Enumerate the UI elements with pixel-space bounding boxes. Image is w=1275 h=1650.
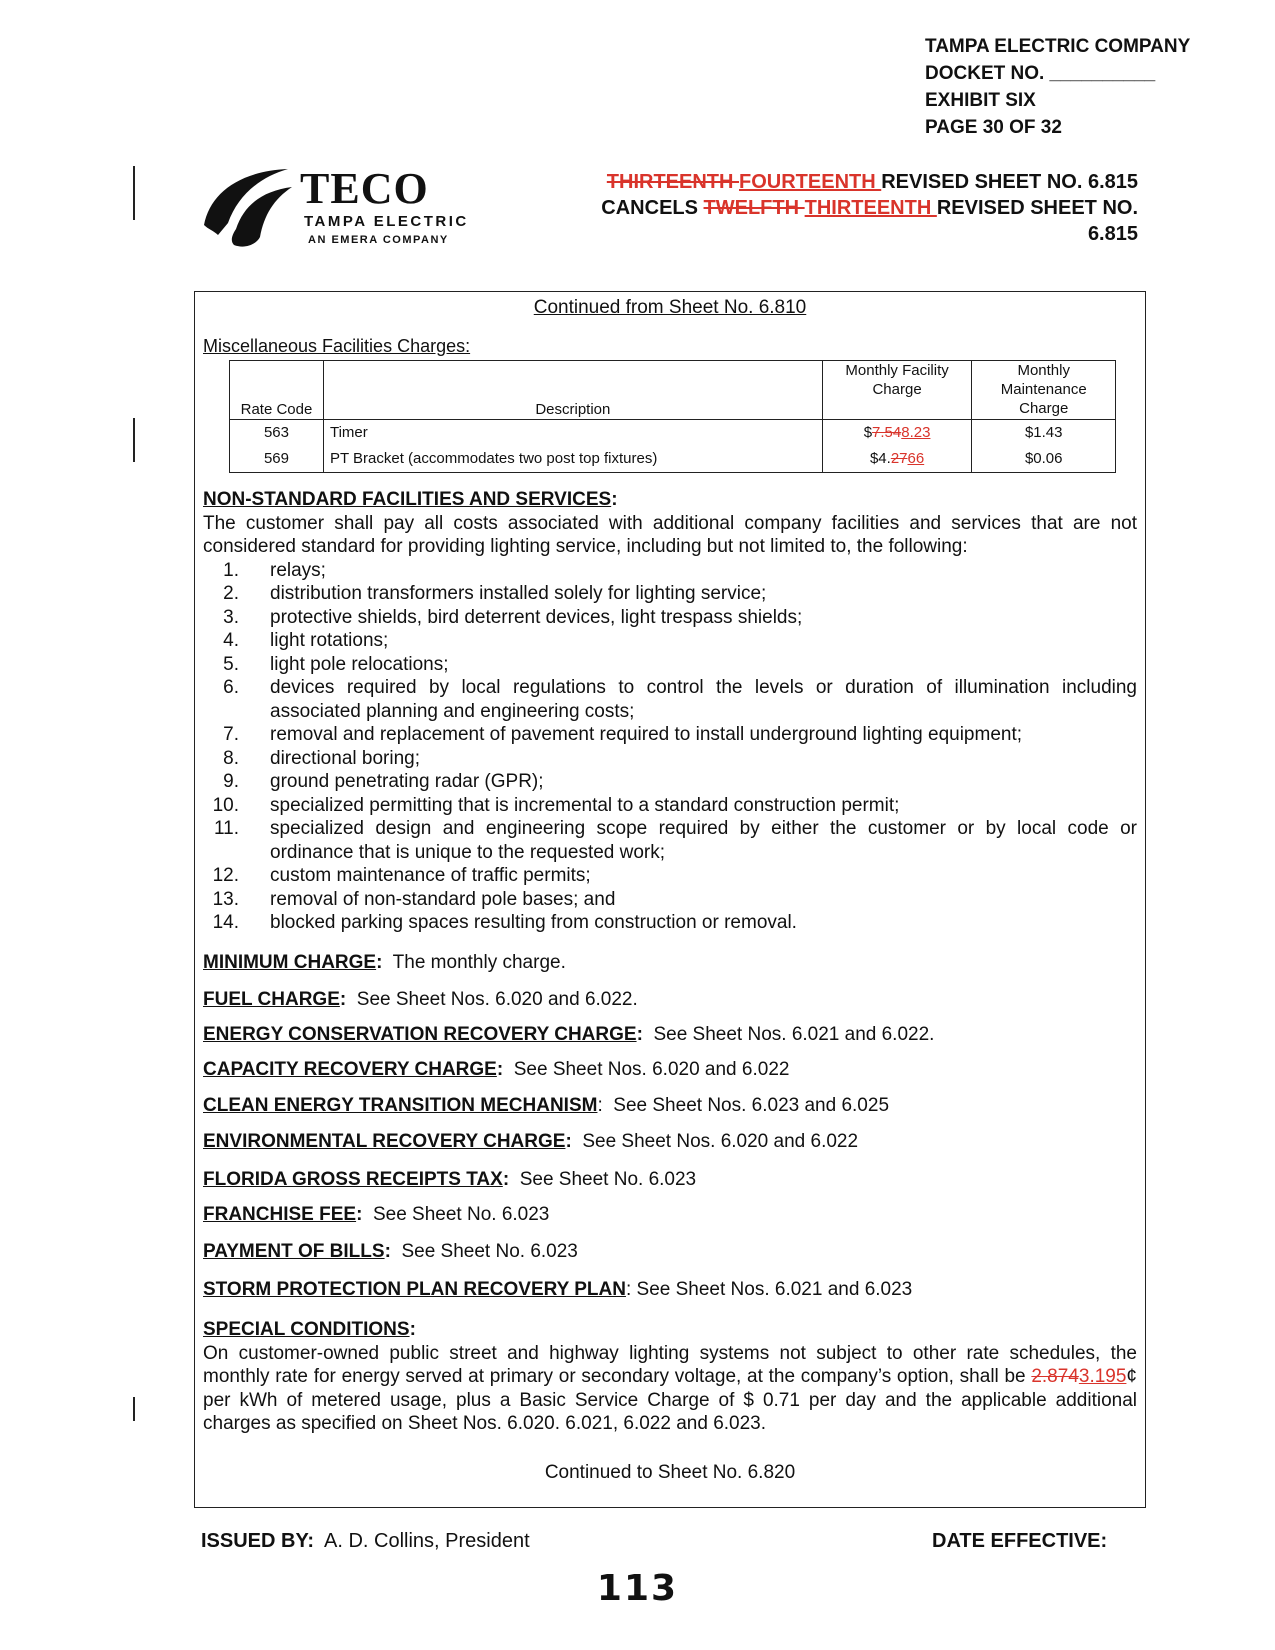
charge-label: STORM PROTECTION PLAN RECOVERY PLAN — [203, 1279, 626, 1300]
nonstandard-section: NON-STANDARD FACILITIES AND SERVICES: The customer shall pay all costs associated with additional company facilities and services that are not considered standard for providing lighting service, including but not limited to, the following: 1. relays; 2. distribution transformers installed solely for lighting service; 3. protective shields, bird deterrent devices, light trespass shields; 4. light rotations; 5. light pole relocations; 6. devices required by local regulations to control the levels or duration of illumination including associated planning and engineering costs; 7. removal and replacement of pavement required to install underground lighting equipment; 8. directional boring; 9. ground penetrating radar (GPR); 10. specialized permitting that is incremental to a standard construction permit; 11. specialized design and engineering scope required by either the customer or by local code or ordinance that is unique to the requested work; 12. custom maintenance of traffic permits; 13. removal of non-standard pole bases; and 14. blocked parking spaces resulting from construction or removal. — [203, 489, 1137, 933]
maintenance-charge-cell: $0.06 — [972, 446, 1116, 473]
charge-label: FLORIDA GROSS RECEIPTS TAX — [203, 1169, 503, 1190]
charge-text: See Sheet Nos. 6.021 and 6.022. — [653, 1024, 935, 1045]
struck-cancel: TWELFTH — [703, 197, 805, 219]
logo-line1: TAMPA ELECTRIC — [304, 213, 469, 230]
facility-charge-cell — [822, 420, 972, 447]
list-item: 11. specialized design and engineering scope required by either the customer or by local code or ordinance that is unique to the requested work; — [213, 818, 1137, 863]
special-conditions: SPECIAL CONDITIONS: On customer-owned public street and highway lighting systems not subject to other rate schedules, the monthly rate for energy served at primary or secondary voltage, at the company’s option, shall be 2.8743.195¢ per kWh of metered usage, plus a Basic Service Charge of $ 0.71 per day and the applicable additional charges as specified on Sheet Nos. 6.020. 6.021, 6.022 and 6.023. — [203, 1319, 1137, 1434]
charge-line: FRANCHISE FEE: See Sheet No. 6.023 — [203, 1204, 550, 1225]
teco-swoosh-logo-icon — [200, 165, 296, 249]
special-text: On customer-owned public street and highway lighting systems not subject to other rate schedules, the monthly rate for energy served at primary or secondary voltage, at the company’s option, shall be — [203, 1342, 1137, 1387]
struck-value: 7.54 — [872, 424, 902, 441]
charge-line: PAYMENT OF BILLS: See Sheet No. 6.023 — [203, 1241, 578, 1262]
charge-line: ENERGY CONSERVATION RECOVERY CHARGE: See Sheet Nos. 6.021 and 6.022. — [203, 1024, 935, 1045]
charge-text: See Sheet No. 6.023 — [519, 1169, 697, 1190]
struck-revision: THIRTEENTH — [606, 171, 740, 193]
charge-line: FUEL CHARGE: See Sheet Nos. 6.020 and 6.022. — [203, 989, 638, 1010]
charge-text: See Sheet Nos. 6.021 and 6.023 — [636, 1279, 913, 1300]
charge-text: See Sheet No. 6.023 — [372, 1204, 550, 1225]
logo-brand: TECO — [300, 164, 429, 213]
change-bar — [133, 1397, 135, 1421]
cancel-sheet-number: 6.815 — [1087, 223, 1138, 245]
list-item: 13. removal of non-standard pole bases; and — [212, 888, 616, 910]
issued-name: A. D. Collins, President — [324, 1530, 530, 1552]
list-item: 7. removal and replacement of pavement required to install underground lighting equipment; — [223, 724, 1023, 745]
teco-logo — [200, 165, 520, 255]
charge-label: ENVIRONMENTAL RECOVERY CHARGE — [203, 1131, 566, 1152]
facility-charge-cell — [822, 446, 972, 473]
tariff-body — [194, 291, 1146, 1508]
inserted-rate: 3.195 — [1078, 1366, 1127, 1387]
date-effective: DATE EFFECTIVE: — [932, 1530, 1108, 1552]
facilities-table — [229, 360, 1116, 473]
company-name: TAMPA ELECTRIC COMPANY — [925, 36, 1191, 57]
list-item: 2. distribution transformers installed solely for lighting service; — [223, 583, 767, 604]
special-title: SPECIAL CONDITIONS — [203, 1319, 410, 1340]
inserted-revision: FOURTEENTH — [739, 171, 882, 193]
description-cell: PT Bracket (accommodates two post top fixtures) — [323, 446, 822, 473]
struck-rate: 2.874 — [1031, 1366, 1079, 1387]
charge-label: CLEAN ENERGY TRANSITION MECHANISM — [203, 1095, 598, 1116]
list-item: 3. protective shields, bird deterrent devices, light trespass shields; — [223, 606, 803, 628]
list-item: 1. relays; — [223, 559, 326, 581]
new-value: 8.23 — [901, 424, 931, 441]
list-item: 4. light rotations; — [223, 630, 389, 651]
table-row — [230, 420, 1116, 447]
issued-by — [201, 1530, 530, 1553]
sheet-revision — [520, 169, 1138, 247]
header-description: Description — [323, 361, 822, 420]
list-item: 6. devices required by local regulations to control the levels or duration of illumination including associated planning and engineering costs; — [223, 677, 1137, 722]
issued-label: ISSUED BY: — [201, 1530, 314, 1552]
header-rate-code: Rate Code — [230, 361, 324, 420]
charge-line: MINIMUM CHARGE: The monthly charge. — [203, 952, 566, 973]
nonstandard-title: NON-STANDARD FACILITIES AND SERVICES — [203, 489, 612, 510]
new-value: 66 — [907, 450, 925, 467]
inserted-cancel: THIRTEENTH — [804, 197, 937, 219]
charge-label: FUEL CHARGE — [203, 989, 340, 1010]
charge-label: MINIMUM CHARGE — [203, 952, 377, 973]
special-text-rest: ¢ per kWh of metered usage, plus a Basic Service Charge of $ 0.71 per day and the applicable additional charges as specified on Sheet Nos. 6.020. 6.021, 6.022 and 6.023. — [203, 1366, 1137, 1434]
charge-text: See Sheet Nos. 6.020 and 6.022 — [582, 1131, 859, 1152]
exhibit-label: EXHIBIT SIX — [925, 90, 1036, 111]
table-row — [230, 446, 1116, 473]
list-item: 10. specialized permitting that is incremental to a standard construction permit; — [212, 794, 900, 816]
charge-prefix: $4. — [869, 450, 891, 467]
document-header — [925, 33, 1190, 141]
charge-label: PAYMENT OF BILLS — [203, 1241, 385, 1262]
misc-facilities-title: Miscellaneous Facilities Charges: — [203, 336, 471, 356]
charge-text: The monthly charge. — [392, 952, 566, 973]
change-bar — [133, 166, 135, 220]
logo-line2: AN EMERA COMPANY — [308, 234, 449, 246]
cancels-label: CANCELS — [601, 197, 704, 219]
header-facility-charge: Monthly Facility Charge — [822, 361, 972, 420]
charge-line: CLEAN ENERGY TRANSITION MECHANISM: See Sheet Nos. 6.023 and 6.025 — [203, 1095, 890, 1116]
maintenance-charge-cell: $1.43 — [972, 420, 1116, 447]
charge-text: See Sheet Nos. 6.020 and 6.022. — [356, 989, 638, 1010]
charge-line: CAPACITY RECOVERY CHARGE: See Sheet Nos. 6.020 and 6.022 — [203, 1059, 790, 1080]
list-item: 5. light pole relocations; — [223, 653, 449, 675]
docket-number: DOCKET NO. __________ — [925, 63, 1156, 84]
rate-code-cell: 563 — [230, 420, 324, 447]
list-item: 12. custom maintenance of traffic permits; — [212, 865, 591, 886]
charge-prefix: $ — [863, 424, 873, 441]
charge-text: See Sheet No. 6.023 — [401, 1241, 578, 1262]
page-of-label: PAGE 30 OF 32 — [925, 117, 1062, 138]
sheet-number: REVISED SHEET NO. 6.815 — [881, 171, 1138, 193]
cancel-sheet: REVISED SHEET NO. — [936, 197, 1138, 219]
struck-value: 27 — [890, 450, 908, 467]
header-maintenance-charge: Monthly Maintenance Charge — [972, 361, 1116, 420]
page-number: 113 — [596, 1568, 679, 1609]
change-bar — [133, 418, 135, 462]
rate-code-cell: 569 — [230, 446, 324, 473]
charge-line: STORM PROTECTION PLAN RECOVERY PLAN: See Sheet Nos. 6.021 and 6.023 — [203, 1279, 913, 1300]
list-item: 8. directional boring; — [223, 747, 420, 769]
nonstandard-list — [203, 559, 1137, 935]
list-item: 14. blocked parking spaces resulting from construction or removal. — [212, 912, 797, 933]
charge-label: ENERGY CONSERVATION RECOVERY CHARGE — [203, 1024, 637, 1045]
charge-text: See Sheet Nos. 6.020 and 6.022 — [513, 1059, 790, 1080]
nonstandard-intro: The customer shall pay all costs associated with additional company facilities and services that are not considered standard for providing lighting service, including but not limited to, the following: — [203, 512, 1137, 557]
description-cell: Timer — [323, 420, 822, 447]
charge-label: FRANCHISE FEE — [203, 1204, 357, 1225]
continued-from: Continued from Sheet No. 6.810 — [533, 297, 807, 318]
charge-line: FLORIDA GROSS RECEIPTS TAX: See Sheet No. 6.023 — [203, 1169, 697, 1190]
list-item: 9. ground penetrating radar (GPR); — [223, 771, 544, 792]
continued-to: Continued to Sheet No. 6.820 — [544, 1462, 796, 1483]
charge-label: CAPACITY RECOVERY CHARGE — [203, 1059, 497, 1080]
charge-text: See Sheet Nos. 6.023 and 6.025 — [613, 1095, 890, 1116]
charge-line: ENVIRONMENTAL RECOVERY CHARGE: See Sheet Nos. 6.020 and 6.022 — [203, 1131, 859, 1152]
